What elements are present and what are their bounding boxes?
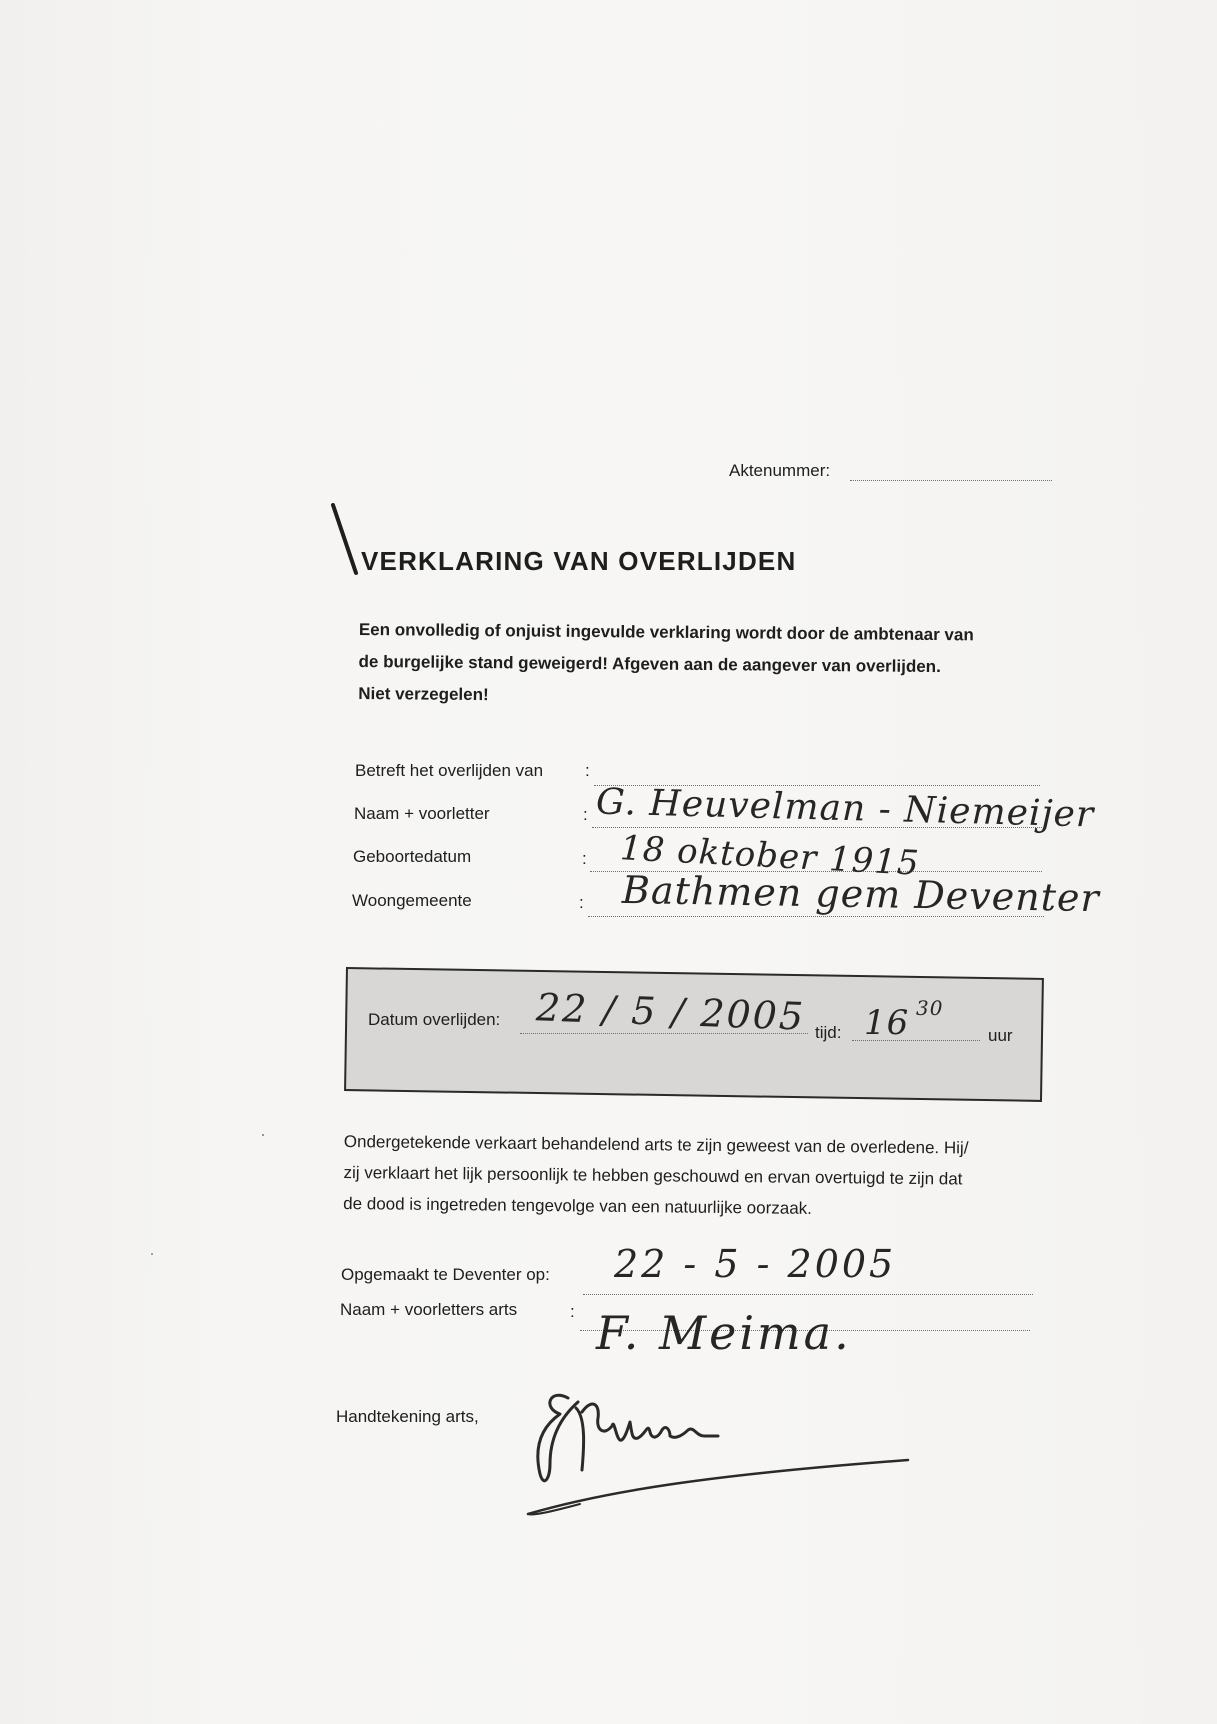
betreft-label: Betreft het overlijden van xyxy=(355,761,544,780)
warning-line-2: de burgelijke stand geweigerd! Afgeven aan de aangever van overlijden. xyxy=(358,651,941,677)
declaration-line-3: de dood is ingetreden tengevolge van een natuurlijke oorzaak. xyxy=(343,1193,813,1218)
warning-text xyxy=(358,614,1079,716)
geboortedatum-label: Geboortedatum xyxy=(353,847,472,866)
paper-speck xyxy=(151,1253,153,1255)
woongemeente-colon: : xyxy=(579,893,584,912)
declaration-line-2: zij verklaart het lijk persoonlijk te hebben geschouwd en ervan overtuigd te zijn dat xyxy=(343,1162,963,1189)
declaration-line-1: Ondergetekende verkaart behandelend arts te zijn geweest van de overledene. Hij/ xyxy=(343,1131,969,1158)
arts-naam-label: Naam + voorletters arts xyxy=(340,1300,518,1319)
aktenummer-field[interactable] xyxy=(850,480,1052,481)
aktenummer-label: Aktenummer: xyxy=(729,461,831,480)
handtekening-label: Handtekening arts, xyxy=(336,1407,479,1426)
geboortedatum-field[interactable]: 18 oktober 1915 xyxy=(619,828,921,884)
geboortedatum-colon: : xyxy=(582,849,587,868)
opgemaakt-label: Opgemaakt te Deventer op: xyxy=(341,1265,550,1284)
tijd-minutes-field[interactable]: 30 xyxy=(916,996,944,1020)
arts-naam-colon: : xyxy=(570,1302,575,1321)
betreft-colon: : xyxy=(585,761,590,780)
page-title: VERKLARING VAN OVERLIJDEN xyxy=(361,546,797,576)
paper-speck xyxy=(262,1134,264,1136)
naam-colon: : xyxy=(583,805,588,824)
title-slash-mark xyxy=(330,503,360,577)
datum-overlijden-label: Datum overlijden: xyxy=(368,1010,501,1029)
arts-naam-field[interactable]: F. Meima. xyxy=(596,1306,852,1360)
woongemeente-field[interactable]: Bathmen gem Deventer xyxy=(621,867,1100,921)
datum-overlijden-field[interactable]: 22 / 5 / 2005 xyxy=(535,985,806,1039)
signature-drawing xyxy=(520,1378,920,1528)
tijd-hours-field[interactable]: 16 xyxy=(864,1003,910,1043)
opgemaakt-line xyxy=(583,1294,1033,1295)
warning-line-1: Een onvolledig of onjuist ingevulde verklaring wordt door de ambtenaar van xyxy=(358,619,974,645)
tijd-label: tijd: xyxy=(815,1023,842,1042)
opgemaakt-field[interactable]: 22 - 5 - 2005 xyxy=(614,1242,897,1286)
warning-line-3: Niet verzegelen! xyxy=(358,683,489,705)
naam-label: Naam + voorletter xyxy=(354,804,490,823)
uur-label: uur xyxy=(988,1026,1013,1045)
declaration-text xyxy=(343,1126,1064,1227)
naam-field[interactable]: G. Heuvelman - Niemeijer xyxy=(595,781,1095,836)
woongemeente-label: Woongemeente xyxy=(352,891,472,910)
